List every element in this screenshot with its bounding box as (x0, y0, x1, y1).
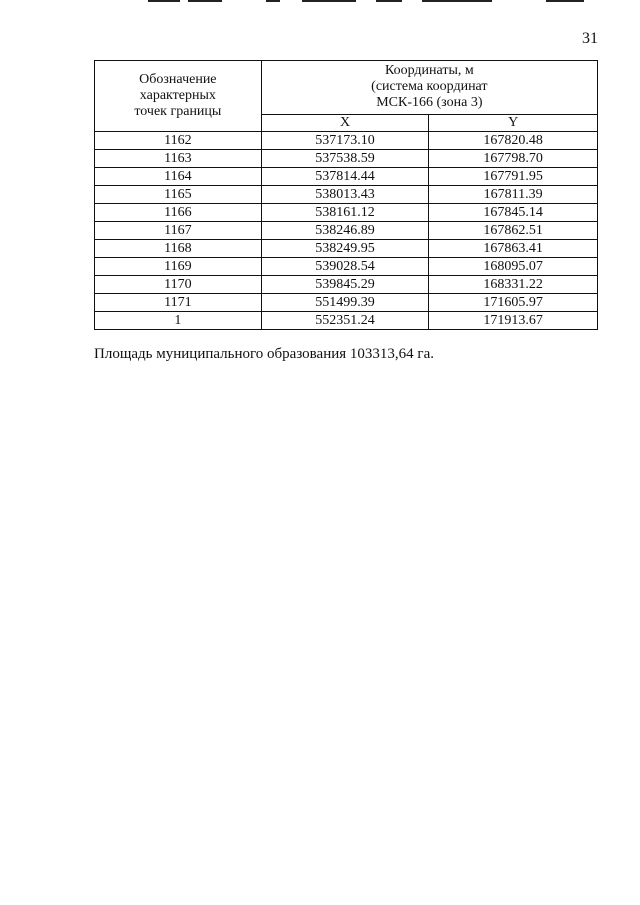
header-coords-line-1: Координаты, м (384, 63, 474, 79)
cell-y: 168331.22 (429, 276, 598, 294)
cell-x: 538246.89 (261, 222, 429, 240)
table-row (95, 186, 598, 204)
cell-point: 1165 (95, 186, 262, 204)
header-y-label: Y (429, 114, 598, 131)
cell-y: 167798.70 (429, 150, 598, 168)
table-row (95, 240, 598, 258)
cell-x: 539028.54 (261, 258, 429, 276)
top-rule-2 (188, 0, 222, 2)
header-coords-label (261, 61, 597, 115)
table-row (95, 132, 598, 150)
top-rule-6 (422, 0, 492, 2)
cell-y: 167845.14 (429, 204, 598, 222)
cell-x: 537814.44 (261, 168, 429, 186)
cell-x: 537538.59 (261, 150, 429, 168)
cell-y: 167791.95 (429, 168, 598, 186)
table-row (95, 258, 598, 276)
table-row (95, 168, 598, 186)
table-row (95, 204, 598, 222)
header-point-line-1: Обозначение (139, 72, 217, 87)
table-row (95, 222, 598, 240)
page-number: 31 (582, 30, 598, 47)
cell-x: 551499.39 (261, 294, 429, 312)
cell-point: 1166 (95, 204, 262, 222)
cell-point: 1163 (95, 150, 262, 168)
cell-point: 1170 (95, 276, 262, 294)
header-point-line-3: точек границы (134, 104, 222, 119)
coordinates-table (94, 60, 598, 330)
cell-point: 1162 (95, 132, 262, 150)
cell-point: 1171 (95, 294, 262, 312)
cell-y: 167862.51 (429, 222, 598, 240)
table-row (95, 276, 598, 294)
cell-y: 171605.97 (429, 294, 598, 312)
cell-point: 1164 (95, 168, 262, 186)
cell-x: 552351.24 (261, 312, 429, 330)
cell-y: 167811.39 (429, 186, 598, 204)
cell-y: 168095.07 (429, 258, 598, 276)
cell-y: 167820.48 (429, 132, 598, 150)
cell-x: 537173.10 (261, 132, 429, 150)
cell-x: 538013.43 (261, 186, 429, 204)
municipal-area-text: Площадь муниципального образования 103313,64 га. (94, 346, 434, 362)
cell-point: 1169 (95, 258, 262, 276)
header-point-label (95, 61, 262, 132)
cell-x: 538161.12 (261, 204, 429, 222)
cell-point: 1 (95, 312, 262, 330)
top-rule-3 (266, 0, 280, 2)
header-x-label: X (261, 114, 429, 131)
table-row (95, 150, 598, 168)
table-row (95, 312, 598, 330)
top-rule-1 (148, 0, 180, 2)
table-header-row (95, 61, 598, 115)
top-rule-5 (376, 0, 402, 2)
cell-point: 1168 (95, 240, 262, 258)
table-row (95, 294, 598, 312)
header-point-line-2: характерных (139, 88, 216, 103)
top-rule-7 (546, 0, 584, 2)
cell-y: 171913.67 (429, 312, 598, 330)
cell-x: 539845.29 (261, 276, 429, 294)
cell-y: 167863.41 (429, 240, 598, 258)
cell-x: 538249.95 (261, 240, 429, 258)
header-coords-line-3: МСК-166 (зона 3) (376, 95, 483, 111)
cell-point: 1167 (95, 222, 262, 240)
top-rule-4 (302, 0, 356, 2)
header-coords-line-2: (система координат (371, 79, 488, 95)
